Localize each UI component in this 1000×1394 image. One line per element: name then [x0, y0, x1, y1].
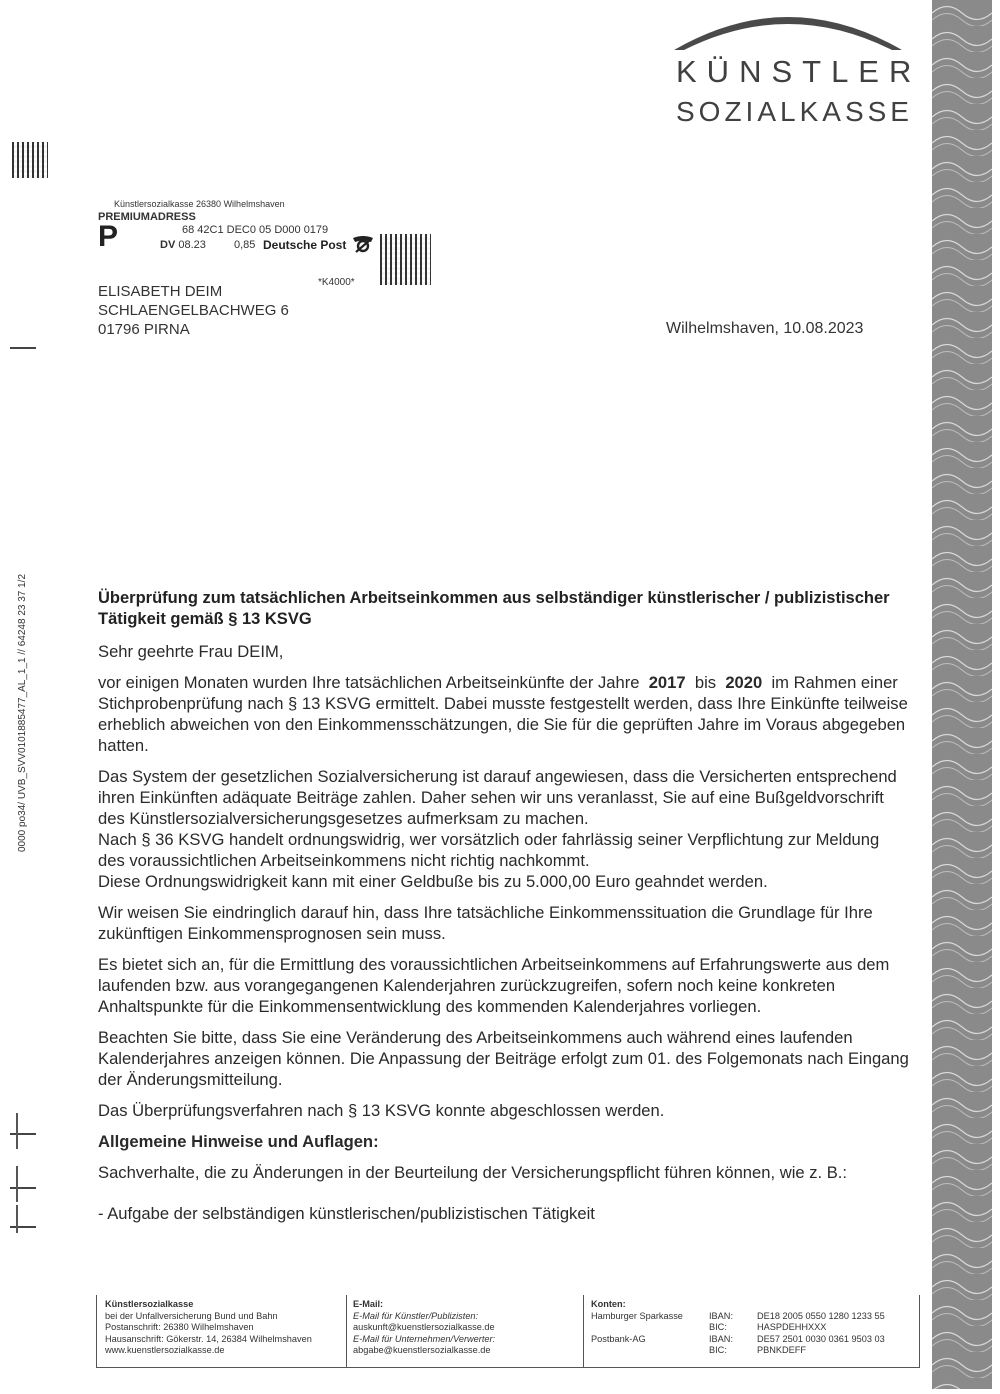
postage-dv — [160, 239, 206, 251]
punch-mark — [10, 1133, 36, 1135]
postage-code: 68 42C1 DEC0 05 D000 0179 — [182, 224, 329, 236]
punch-mark — [10, 1226, 36, 1228]
footer-bank-row — [591, 1334, 911, 1346]
footer-org-title: Künstlersozialkasse — [105, 1299, 194, 1309]
footer-accounts-title: Konten: — [591, 1299, 626, 1309]
logo-text-sozialkasse: SOZIALKASSE — [676, 96, 913, 127]
decorative-side-strip — [932, 0, 992, 1389]
postage-brand: Deutsche Post — [263, 238, 347, 252]
iban-label: IBAN: — [709, 1333, 733, 1344]
sorting-code: *K4000* — [318, 277, 355, 288]
paragraph-closure: Das Überprüfungsverfahren nach § 13 KSVG konnte abgeschlossen werden. — [98, 1101, 665, 1120]
recipient-street: SCHLAENGELBACHWEG 6 — [98, 302, 289, 319]
letter-body — [98, 641, 910, 1234]
footer-email-address: auskunft@kuenstlersozialkasse.de — [353, 1322, 495, 1332]
postage-type: PREMIUMADRESS — [98, 211, 196, 223]
footer-line: bei der Unfallversicherung Bund und Bahn — [105, 1310, 278, 1321]
footer-accounts-column — [591, 1299, 911, 1357]
footer-line: Hausanschrift: Gökerstr. 14, 26384 Wilhelmshaven — [105, 1333, 312, 1344]
bic-label: BIC: — [709, 1345, 727, 1355]
logo-text-kuenstler: KÜNSTLER — [676, 54, 922, 89]
footer-email-label: E-Mail für Künstler/Publizisten: — [353, 1310, 479, 1321]
footer-line: Postanschrift: 26380 Wilhelmshaven — [105, 1322, 254, 1332]
paragraph-circumstances: Sachverhalte, die zu Änderungen in der Beurteilung der Versicherungspflicht führen können, wie z. B.: — [98, 1163, 848, 1182]
logo-arc-icon — [672, 4, 904, 52]
wave-pattern — [932, 0, 992, 1389]
postage-dv-date: 08.23 — [178, 239, 206, 251]
datamatrix-code-icon — [12, 142, 48, 178]
paragraph-fine: Diese Ordnungswidrigkeit kann mit einer Geldbuße bis zu 5.000,00 Euro geahndet werden. — [98, 872, 768, 891]
iban-value: DE18 2005 0550 1280 1233 55 — [757, 1310, 885, 1321]
recipient-name: ELISABETH DEIM — [98, 283, 223, 300]
footer-email-address: abgabe@kuenstlersozialkasse.de — [353, 1345, 491, 1355]
year-to: 2020 — [725, 673, 763, 692]
footer-address-column — [105, 1299, 345, 1357]
paragraph-social-insurance: Das System der gesetzlichen Sozialversicherung ist darauf angewiesen, dass die Versicherten entsprechend ihren Einkünften adäquate Beiträge zahlen. Daher sehen wir uns veranlasst, Sie auf eine Bußgeldvorschrift des Künstlersozialversicherungsgesetzes aufmerksam zu machen. — [98, 767, 897, 828]
bank-name: Hamburger Sparkasse — [591, 1310, 683, 1321]
bullet-item: - Aufgabe der selbständigen künstlerischen/publizistischen Tätigkeit — [98, 1204, 595, 1223]
footer-bank-row — [591, 1322, 911, 1334]
iban-label: IBAN: — [709, 1310, 733, 1321]
paragraph-text: vor einigen Monaten wurden Ihre tatsächlichen Arbeitseinkünfte der Jahre — [98, 673, 640, 692]
bic-value: PBNKDEFF — [757, 1345, 807, 1355]
letter-footer — [96, 1295, 920, 1368]
postage-letter: P — [98, 220, 119, 253]
year-from: 2017 — [648, 673, 686, 692]
posthorn-icon — [351, 234, 375, 254]
omr-bar — [16, 1113, 18, 1149]
footer-bank-row — [591, 1345, 911, 1357]
postage-datamatrix-icon — [380, 234, 431, 285]
paragraph-change-notice: Beachten Sie bitte, dass Sie eine Veränderung des Arbeitseinkommens auch während eines laufenden Kalenderjahres anzeigen können. Die Anpassung der Beiträge erfolgt zum 01. des Folgemonats nach Eingang der Änderungsmitteilung. — [98, 1028, 909, 1089]
footer-divider — [346, 1295, 347, 1367]
paragraph-income-review — [98, 672, 910, 756]
section-heading: Allgemeine Hinweise und Auflagen: — [98, 1132, 379, 1151]
footer-divider — [583, 1295, 584, 1367]
omr-bar — [16, 1166, 18, 1202]
punch-mark — [10, 1187, 36, 1189]
place-and-date: Wilhelmshaven, 10.08.2023 — [666, 320, 864, 337]
postage-dv-label: DV — [160, 239, 176, 251]
recipient-city: 01796 PIRNA — [98, 321, 190, 338]
paragraph-estimation-advice: Es bietet sich an, für die Ermittlung des voraussichtlichen Arbeitseinkommens auf Erfahrungswerte aus dem laufenden bzw. aus vorangegangenen Kalenderjahren zurückzugreifen, sofern noch keine konkreten Anhaltspunkte für die Einkommensentwicklung des kommenden Kalenderjahres vorliegen. — [98, 955, 890, 1016]
postage-price: 0,85 — [234, 239, 256, 251]
paragraph-income-basis: Wir weisen Sie eindringlich darauf hin, dass Ihre tatsächliche Einkommenssituation die Grundlage für Ihre zukünftigen Einkommensprognosen sein muss. — [98, 903, 873, 943]
omr-bar — [16, 1205, 18, 1233]
footer-email-label: E-Mail für Unternehmen/Verwerter: — [353, 1333, 496, 1344]
footer-email-column — [353, 1299, 578, 1357]
bank-name: Postbank-AG — [591, 1333, 646, 1344]
letter-subject: Überprüfung zum tatsächlichen Arbeitseinkommen aus selbständiger künstlerischer / publizistischer Tätigkeit gemäß § 13 KSVG — [98, 589, 890, 628]
footer-email-title: E-Mail: — [353, 1299, 384, 1309]
bic-label: BIC: — [709, 1322, 727, 1332]
fold-mark — [10, 347, 36, 349]
iban-value: DE57 2501 0030 0361 9503 03 — [757, 1333, 885, 1344]
recipient-address — [98, 282, 289, 339]
bic-value: HASPDEHHXXX — [757, 1322, 827, 1332]
return-address: Künstlersozialkasse 26380 Wilhelmshaven — [114, 199, 285, 209]
footer-website: www.kuenstlersozialkasse.de — [105, 1345, 225, 1355]
salutation: Sehr geehrte Frau DEIM, — [98, 642, 284, 661]
paragraph-ksvg-36: Nach § 36 KSVG handelt ordnungswidrig, wer vorsätzlich oder fahrlässig seiner Verpflichtung zur Meldung des voraussichtlichen Arbeitseinkommens nicht richtig nachkommt. — [98, 830, 880, 870]
footer-bank-row — [591, 1311, 911, 1323]
word-bis: bis — [694, 673, 717, 692]
paragraph-text: im Rahmen einer Stichprobenprüfung nach § 13 KSVG ermittelt. Dabei musste festgestellt werden, dass Ihre Einkünfte teilweise erheblich abweichen von den Einkommensschätzungen, die Sie für die geprüften Jahre im Voraus abgegeben hatten. — [98, 673, 908, 755]
side-reference-code: 0000 po34/ UVB_SVV0101885477_AL_1_1 // 64248 23 37 1/2 — [17, 573, 28, 852]
